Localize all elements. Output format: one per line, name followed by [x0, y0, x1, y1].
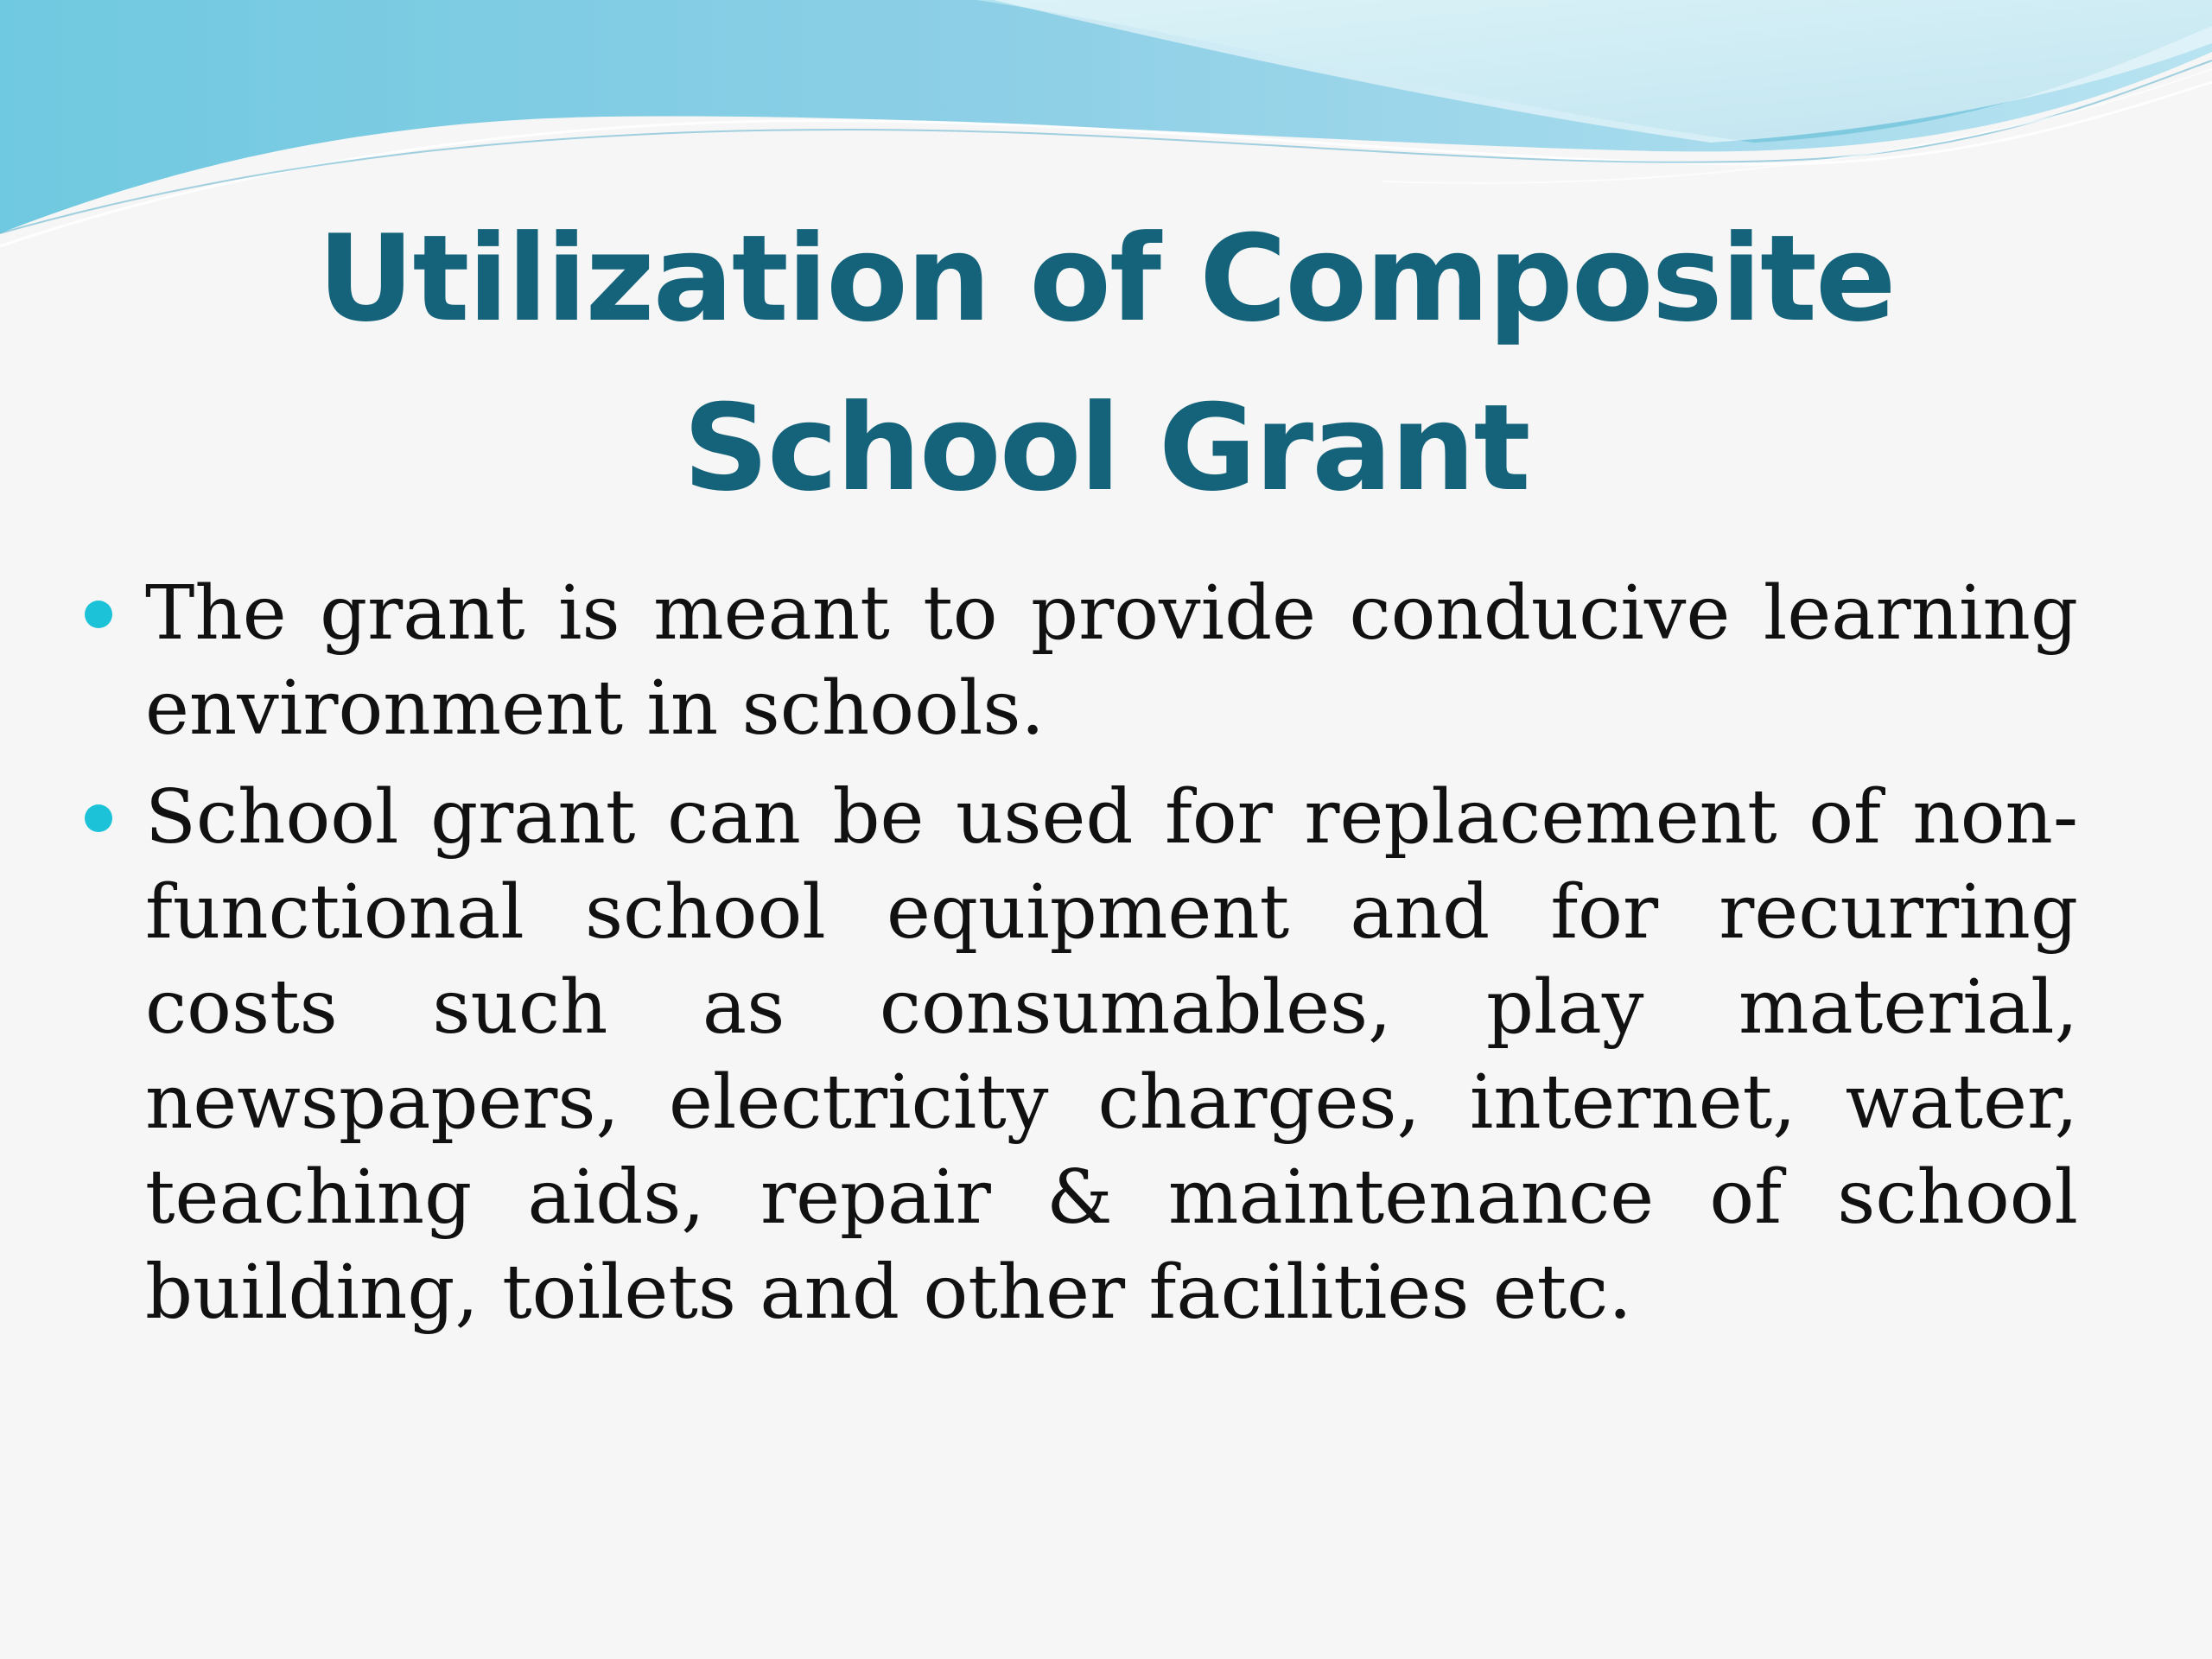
bullet-text: School grant can be used for replacement of non-functional school equipment and for recurring costs such as consumables, play material, newspapers, electricity charges, internet, water, teaching aids, repair & maintenance of school building, toilets and other facilities etc.: [145, 774, 2078, 1336]
bullet-item: [78, 566, 2078, 756]
bullet-text: The grant is meant to provide conducive learning environment in schools.: [145, 570, 2078, 752]
bullet-dot-icon: [85, 804, 112, 832]
slide-title: Utilization of Composite School Grant: [317, 209, 1895, 518]
bullet-list: [78, 566, 2078, 1354]
bullet-item: [78, 770, 2078, 1340]
bullet-dot-icon: [85, 601, 112, 628]
